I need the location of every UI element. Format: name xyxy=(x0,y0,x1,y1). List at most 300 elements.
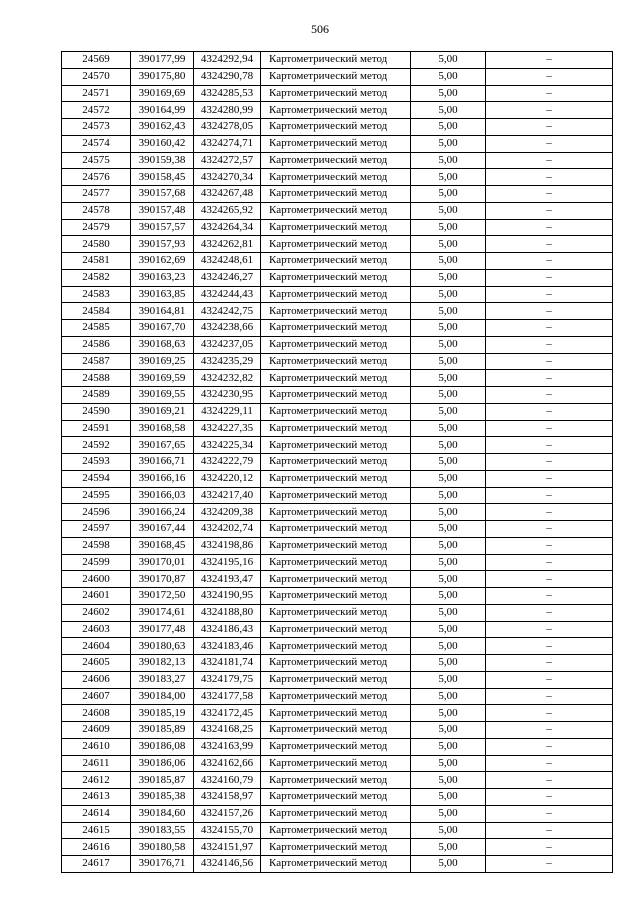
method-cell: Картометрический метод xyxy=(261,470,411,487)
y-coordinate-cell: 4324264,34 xyxy=(194,219,261,236)
point-number-cell: 24615 xyxy=(62,822,131,839)
y-coordinate-cell: 4324168,25 xyxy=(194,722,261,739)
description-cell: – xyxy=(486,135,613,152)
description-cell: – xyxy=(486,839,613,856)
table-row xyxy=(62,839,613,856)
x-coordinate-cell: 390177,48 xyxy=(131,621,194,638)
accuracy-cell: 5,00 xyxy=(411,68,486,85)
description-cell: – xyxy=(486,387,613,404)
point-number-cell: 24591 xyxy=(62,420,131,437)
method-cell: Картометрический метод xyxy=(261,52,411,69)
description-cell: – xyxy=(486,789,613,806)
x-coordinate-cell: 390166,71 xyxy=(131,454,194,471)
table-body xyxy=(62,52,613,873)
y-coordinate-cell: 4324158,97 xyxy=(194,789,261,806)
table-row xyxy=(62,119,613,136)
x-coordinate-cell: 390174,61 xyxy=(131,604,194,621)
accuracy-cell: 5,00 xyxy=(411,370,486,387)
method-cell: Картометрический метод xyxy=(261,236,411,253)
x-coordinate-cell: 390167,44 xyxy=(131,521,194,538)
point-number-cell: 24587 xyxy=(62,353,131,370)
method-cell: Картометрический метод xyxy=(261,638,411,655)
point-number-cell: 24572 xyxy=(62,102,131,119)
accuracy-cell: 5,00 xyxy=(411,772,486,789)
x-coordinate-cell: 390166,24 xyxy=(131,504,194,521)
table-row xyxy=(62,269,613,286)
y-coordinate-cell: 4324244,43 xyxy=(194,286,261,303)
y-coordinate-cell: 4324193,47 xyxy=(194,571,261,588)
accuracy-cell: 5,00 xyxy=(411,286,486,303)
method-cell: Картометрический метод xyxy=(261,152,411,169)
y-coordinate-cell: 4324188,80 xyxy=(194,604,261,621)
x-coordinate-cell: 390177,99 xyxy=(131,52,194,69)
description-cell: – xyxy=(486,286,613,303)
x-coordinate-cell: 390185,38 xyxy=(131,789,194,806)
point-number-cell: 24609 xyxy=(62,722,131,739)
table-row xyxy=(62,336,613,353)
description-cell: – xyxy=(486,85,613,102)
table-row xyxy=(62,387,613,404)
method-cell: Картометрический метод xyxy=(261,571,411,588)
accuracy-cell: 5,00 xyxy=(411,621,486,638)
method-cell: Картометрический метод xyxy=(261,219,411,236)
point-number-cell: 24573 xyxy=(62,119,131,136)
point-number-cell: 24595 xyxy=(62,487,131,504)
accuracy-cell: 5,00 xyxy=(411,186,486,203)
y-coordinate-cell: 4324186,43 xyxy=(194,621,261,638)
x-coordinate-cell: 390169,69 xyxy=(131,85,194,102)
method-cell: Картометрический метод xyxy=(261,537,411,554)
x-coordinate-cell: 390170,01 xyxy=(131,554,194,571)
table-row xyxy=(62,236,613,253)
y-coordinate-cell: 4324262,81 xyxy=(194,236,261,253)
table-row xyxy=(62,571,613,588)
point-number-cell: 24605 xyxy=(62,655,131,672)
accuracy-cell: 5,00 xyxy=(411,152,486,169)
method-cell: Картометрический метод xyxy=(261,202,411,219)
table-row xyxy=(62,604,613,621)
method-cell: Картометрический метод xyxy=(261,621,411,638)
x-coordinate-cell: 390180,58 xyxy=(131,839,194,856)
y-coordinate-cell: 4324265,92 xyxy=(194,202,261,219)
y-coordinate-cell: 4324235,29 xyxy=(194,353,261,370)
method-cell: Картометрический метод xyxy=(261,119,411,136)
description-cell: – xyxy=(486,588,613,605)
accuracy-cell: 5,00 xyxy=(411,52,486,69)
x-coordinate-cell: 390184,00 xyxy=(131,688,194,705)
accuracy-cell: 5,00 xyxy=(411,688,486,705)
y-coordinate-cell: 4324232,82 xyxy=(194,370,261,387)
table-row xyxy=(62,454,613,471)
x-coordinate-cell: 390183,27 xyxy=(131,671,194,688)
table-row xyxy=(62,772,613,789)
y-coordinate-cell: 4324198,86 xyxy=(194,537,261,554)
description-cell: – xyxy=(486,269,613,286)
description-cell: – xyxy=(486,772,613,789)
x-coordinate-cell: 390169,55 xyxy=(131,387,194,404)
description-cell: – xyxy=(486,638,613,655)
point-number-cell: 24596 xyxy=(62,504,131,521)
method-cell: Картометрический метод xyxy=(261,68,411,85)
table-row xyxy=(62,202,613,219)
point-number-cell: 24581 xyxy=(62,253,131,270)
description-cell: – xyxy=(486,655,613,672)
table-row xyxy=(62,521,613,538)
point-number-cell: 24602 xyxy=(62,604,131,621)
method-cell: Картометрический метод xyxy=(261,554,411,571)
description-cell: – xyxy=(486,253,613,270)
accuracy-cell: 5,00 xyxy=(411,856,486,873)
table-row xyxy=(62,671,613,688)
table-row xyxy=(62,822,613,839)
table-row xyxy=(62,403,613,420)
accuracy-cell: 5,00 xyxy=(411,202,486,219)
x-coordinate-cell: 390162,43 xyxy=(131,119,194,136)
x-coordinate-cell: 390183,55 xyxy=(131,822,194,839)
description-cell: – xyxy=(486,420,613,437)
x-coordinate-cell: 390169,59 xyxy=(131,370,194,387)
point-number-cell: 24577 xyxy=(62,186,131,203)
point-number-cell: 24593 xyxy=(62,454,131,471)
point-number-cell: 24592 xyxy=(62,437,131,454)
x-coordinate-cell: 390180,63 xyxy=(131,638,194,655)
x-coordinate-cell: 390164,81 xyxy=(131,303,194,320)
point-number-cell: 24614 xyxy=(62,805,131,822)
description-cell: – xyxy=(486,454,613,471)
accuracy-cell: 5,00 xyxy=(411,504,486,521)
point-number-cell: 24569 xyxy=(62,52,131,69)
table-row xyxy=(62,102,613,119)
description-cell: – xyxy=(486,152,613,169)
description-cell: – xyxy=(486,822,613,839)
table-row xyxy=(62,722,613,739)
method-cell: Картометрический метод xyxy=(261,186,411,203)
accuracy-cell: 5,00 xyxy=(411,839,486,856)
accuracy-cell: 5,00 xyxy=(411,454,486,471)
point-number-cell: 24600 xyxy=(62,571,131,588)
x-coordinate-cell: 390159,38 xyxy=(131,152,194,169)
y-coordinate-cell: 4324177,58 xyxy=(194,688,261,705)
y-coordinate-cell: 4324230,95 xyxy=(194,387,261,404)
point-number-cell: 24575 xyxy=(62,152,131,169)
description-cell: – xyxy=(486,320,613,337)
point-number-cell: 24589 xyxy=(62,387,131,404)
table-row xyxy=(62,487,613,504)
point-number-cell: 24601 xyxy=(62,588,131,605)
x-coordinate-cell: 390168,63 xyxy=(131,336,194,353)
table-row xyxy=(62,705,613,722)
table-row xyxy=(62,320,613,337)
description-cell: – xyxy=(486,52,613,69)
x-coordinate-cell: 390157,93 xyxy=(131,236,194,253)
description-cell: – xyxy=(486,504,613,521)
x-coordinate-cell: 390176,71 xyxy=(131,856,194,873)
method-cell: Картометрический метод xyxy=(261,102,411,119)
method-cell: Картометрический метод xyxy=(261,504,411,521)
point-number-cell: 24617 xyxy=(62,856,131,873)
description-cell: – xyxy=(486,805,613,822)
x-coordinate-cell: 390164,99 xyxy=(131,102,194,119)
table-row xyxy=(62,638,613,655)
point-number-cell: 24606 xyxy=(62,671,131,688)
y-coordinate-cell: 4324146,56 xyxy=(194,856,261,873)
accuracy-cell: 5,00 xyxy=(411,336,486,353)
accuracy-cell: 5,00 xyxy=(411,253,486,270)
x-coordinate-cell: 390163,85 xyxy=(131,286,194,303)
table-row xyxy=(62,186,613,203)
accuracy-cell: 5,00 xyxy=(411,705,486,722)
description-cell: – xyxy=(486,688,613,705)
point-number-cell: 24574 xyxy=(62,135,131,152)
y-coordinate-cell: 4324222,79 xyxy=(194,454,261,471)
x-coordinate-cell: 390168,45 xyxy=(131,537,194,554)
y-coordinate-cell: 4324225,34 xyxy=(194,437,261,454)
accuracy-cell: 5,00 xyxy=(411,604,486,621)
method-cell: Картометрический метод xyxy=(261,805,411,822)
y-coordinate-cell: 4324290,78 xyxy=(194,68,261,85)
x-coordinate-cell: 390167,65 xyxy=(131,437,194,454)
table-row xyxy=(62,85,613,102)
method-cell: Картометрический метод xyxy=(261,487,411,504)
method-cell: Картометрический метод xyxy=(261,269,411,286)
description-cell: – xyxy=(486,186,613,203)
accuracy-cell: 5,00 xyxy=(411,102,486,119)
accuracy-cell: 5,00 xyxy=(411,789,486,806)
accuracy-cell: 5,00 xyxy=(411,655,486,672)
point-number-cell: 24579 xyxy=(62,219,131,236)
point-number-cell: 24611 xyxy=(62,755,131,772)
point-number-cell: 24594 xyxy=(62,470,131,487)
table-row xyxy=(62,554,613,571)
table-row xyxy=(62,68,613,85)
table-row xyxy=(62,253,613,270)
description-cell: – xyxy=(486,554,613,571)
point-number-cell: 24612 xyxy=(62,772,131,789)
method-cell: Картометрический метод xyxy=(261,856,411,873)
point-number-cell: 24608 xyxy=(62,705,131,722)
table-row xyxy=(62,286,613,303)
table-row xyxy=(62,353,613,370)
accuracy-cell: 5,00 xyxy=(411,671,486,688)
method-cell: Картометрический метод xyxy=(261,839,411,856)
description-cell: – xyxy=(486,856,613,873)
accuracy-cell: 5,00 xyxy=(411,219,486,236)
point-number-cell: 24603 xyxy=(62,621,131,638)
accuracy-cell: 5,00 xyxy=(411,738,486,755)
method-cell: Картометрический метод xyxy=(261,722,411,739)
point-number-cell: 24582 xyxy=(62,269,131,286)
accuracy-cell: 5,00 xyxy=(411,822,486,839)
description-cell: – xyxy=(486,671,613,688)
method-cell: Картометрический метод xyxy=(261,253,411,270)
x-coordinate-cell: 390169,25 xyxy=(131,353,194,370)
x-coordinate-cell: 390162,69 xyxy=(131,253,194,270)
y-coordinate-cell: 4324155,70 xyxy=(194,822,261,839)
accuracy-cell: 5,00 xyxy=(411,588,486,605)
method-cell: Картометрический метод xyxy=(261,789,411,806)
table-row xyxy=(62,152,613,169)
point-number-cell: 24583 xyxy=(62,286,131,303)
method-cell: Картометрический метод xyxy=(261,403,411,420)
x-coordinate-cell: 390157,68 xyxy=(131,186,194,203)
description-cell: – xyxy=(486,353,613,370)
description-cell: – xyxy=(486,621,613,638)
coordinates-table xyxy=(61,51,613,873)
x-coordinate-cell: 390185,89 xyxy=(131,722,194,739)
x-coordinate-cell: 390185,19 xyxy=(131,705,194,722)
y-coordinate-cell: 4324209,38 xyxy=(194,504,261,521)
accuracy-cell: 5,00 xyxy=(411,119,486,136)
accuracy-cell: 5,00 xyxy=(411,135,486,152)
table-row xyxy=(62,420,613,437)
y-coordinate-cell: 4324162,66 xyxy=(194,755,261,772)
table-row xyxy=(62,856,613,873)
table-row xyxy=(62,755,613,772)
description-cell: – xyxy=(486,169,613,186)
description-cell: – xyxy=(486,705,613,722)
accuracy-cell: 5,00 xyxy=(411,303,486,320)
y-coordinate-cell: 4324179,75 xyxy=(194,671,261,688)
y-coordinate-cell: 4324274,71 xyxy=(194,135,261,152)
table-row xyxy=(62,370,613,387)
method-cell: Картометрический метод xyxy=(261,353,411,370)
accuracy-cell: 5,00 xyxy=(411,236,486,253)
accuracy-cell: 5,00 xyxy=(411,571,486,588)
method-cell: Картометрический метод xyxy=(261,169,411,186)
description-cell: – xyxy=(486,119,613,136)
description-cell: – xyxy=(486,722,613,739)
accuracy-cell: 5,00 xyxy=(411,805,486,822)
y-coordinate-cell: 4324238,66 xyxy=(194,320,261,337)
y-coordinate-cell: 4324217,40 xyxy=(194,487,261,504)
accuracy-cell: 5,00 xyxy=(411,554,486,571)
x-coordinate-cell: 390168,58 xyxy=(131,420,194,437)
description-cell: – xyxy=(486,370,613,387)
method-cell: Картометрический метод xyxy=(261,437,411,454)
page-number: 506 xyxy=(311,22,329,36)
accuracy-cell: 5,00 xyxy=(411,537,486,554)
description-cell: – xyxy=(486,202,613,219)
point-number-cell: 24588 xyxy=(62,370,131,387)
y-coordinate-cell: 4324163,99 xyxy=(194,738,261,755)
table-row xyxy=(62,621,613,638)
point-number-cell: 24597 xyxy=(62,521,131,538)
point-number-cell: 24578 xyxy=(62,202,131,219)
method-cell: Картометрический метод xyxy=(261,655,411,672)
point-number-cell: 24616 xyxy=(62,839,131,856)
method-cell: Картометрический метод xyxy=(261,588,411,605)
method-cell: Картометрический метод xyxy=(261,671,411,688)
y-coordinate-cell: 4324172,45 xyxy=(194,705,261,722)
y-coordinate-cell: 4324229,11 xyxy=(194,403,261,420)
method-cell: Картометрический метод xyxy=(261,688,411,705)
accuracy-cell: 5,00 xyxy=(411,353,486,370)
table-row xyxy=(62,537,613,554)
point-number-cell: 24610 xyxy=(62,738,131,755)
table-row xyxy=(62,688,613,705)
method-cell: Картометрический метод xyxy=(261,320,411,337)
point-number-cell: 24599 xyxy=(62,554,131,571)
table-row xyxy=(62,655,613,672)
x-coordinate-cell: 390184,60 xyxy=(131,805,194,822)
accuracy-cell: 5,00 xyxy=(411,470,486,487)
description-cell: – xyxy=(486,738,613,755)
description-cell: – xyxy=(486,571,613,588)
y-coordinate-cell: 4324227,35 xyxy=(194,420,261,437)
accuracy-cell: 5,00 xyxy=(411,269,486,286)
point-number-cell: 24598 xyxy=(62,537,131,554)
y-coordinate-cell: 4324246,27 xyxy=(194,269,261,286)
point-number-cell: 24607 xyxy=(62,688,131,705)
y-coordinate-cell: 4324151,97 xyxy=(194,839,261,856)
description-cell: – xyxy=(486,487,613,504)
x-coordinate-cell: 390175,80 xyxy=(131,68,194,85)
method-cell: Картометрический метод xyxy=(261,135,411,152)
x-coordinate-cell: 390186,08 xyxy=(131,738,194,755)
table-row xyxy=(62,437,613,454)
y-coordinate-cell: 4324285,53 xyxy=(194,85,261,102)
y-coordinate-cell: 4324237,05 xyxy=(194,336,261,353)
method-cell: Картометрический метод xyxy=(261,755,411,772)
table-row xyxy=(62,588,613,605)
y-coordinate-cell: 4324270,34 xyxy=(194,169,261,186)
method-cell: Картометрический метод xyxy=(261,454,411,471)
point-number-cell: 24576 xyxy=(62,169,131,186)
description-cell: – xyxy=(486,68,613,85)
description-cell: – xyxy=(486,537,613,554)
y-coordinate-cell: 4324220,12 xyxy=(194,470,261,487)
description-cell: – xyxy=(486,336,613,353)
point-number-cell: 24585 xyxy=(62,320,131,337)
method-cell: Картометрический метод xyxy=(261,822,411,839)
description-cell: – xyxy=(486,521,613,538)
accuracy-cell: 5,00 xyxy=(411,420,486,437)
description-cell: – xyxy=(486,437,613,454)
x-coordinate-cell: 390185,87 xyxy=(131,772,194,789)
y-coordinate-cell: 4324278,05 xyxy=(194,119,261,136)
description-cell: – xyxy=(486,403,613,420)
y-coordinate-cell: 4324280,99 xyxy=(194,102,261,119)
accuracy-cell: 5,00 xyxy=(411,487,486,504)
accuracy-cell: 5,00 xyxy=(411,437,486,454)
method-cell: Картометрический метод xyxy=(261,387,411,404)
table-row xyxy=(62,789,613,806)
y-coordinate-cell: 4324190,95 xyxy=(194,588,261,605)
method-cell: Картометрический метод xyxy=(261,738,411,755)
table-row xyxy=(62,738,613,755)
accuracy-cell: 5,00 xyxy=(411,521,486,538)
point-number-cell: 24590 xyxy=(62,403,131,420)
accuracy-cell: 5,00 xyxy=(411,722,486,739)
point-number-cell: 24586 xyxy=(62,336,131,353)
accuracy-cell: 5,00 xyxy=(411,755,486,772)
method-cell: Картометрический метод xyxy=(261,604,411,621)
accuracy-cell: 5,00 xyxy=(411,320,486,337)
method-cell: Картометрический метод xyxy=(261,303,411,320)
point-number-cell: 24571 xyxy=(62,85,131,102)
description-cell: – xyxy=(486,102,613,119)
y-coordinate-cell: 4324292,94 xyxy=(194,52,261,69)
x-coordinate-cell: 390157,57 xyxy=(131,219,194,236)
x-coordinate-cell: 390172,50 xyxy=(131,588,194,605)
x-coordinate-cell: 390157,48 xyxy=(131,202,194,219)
y-coordinate-cell: 4324195,16 xyxy=(194,554,261,571)
accuracy-cell: 5,00 xyxy=(411,85,486,102)
x-coordinate-cell: 390166,03 xyxy=(131,487,194,504)
description-cell: – xyxy=(486,219,613,236)
y-coordinate-cell: 4324183,46 xyxy=(194,638,261,655)
method-cell: Картометрический метод xyxy=(261,286,411,303)
